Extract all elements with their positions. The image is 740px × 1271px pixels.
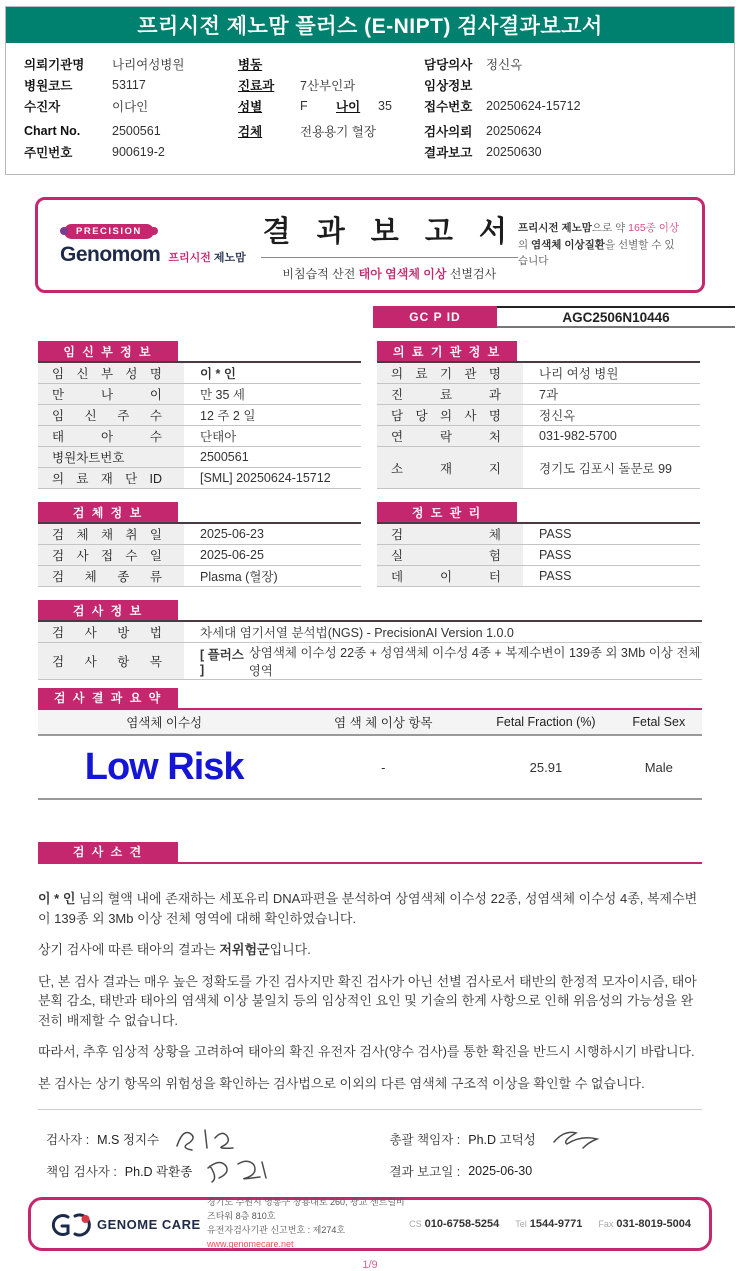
row-label [38,405,184,425]
examiner-name: M.S 정지수 [97,1133,160,1147]
qc-table [377,502,700,587]
section-header-findings: 검 사 소 견 [38,842,178,862]
row-value: PASS [539,527,572,541]
examiner-signature-icon [171,1124,243,1154]
chief-examiner-row [46,1155,389,1187]
row-label-text: 만 나 이 [52,388,162,402]
test-items-rest: 상염색체 이수성 22종 + 성염색체 이수성 4종 + 복제수변이 139종 외 3Mb 이상 전체 영역 [248,646,701,678]
gcpid-label: GC P ID [373,306,497,328]
row-label-text: 검 사 항 목 [52,655,162,669]
findings-paragraph-2 [38,940,702,960]
director-signature-icon [548,1126,612,1152]
row-label [377,384,523,404]
signature-left-col [46,1123,389,1187]
info-row [424,120,724,141]
row-value: 이 * 인 [200,367,236,381]
field-label: 접수번호 [424,99,473,114]
footer-contacts [409,1218,691,1230]
genomecare-logo [49,1209,207,1239]
section-header-test-info: 검 사 정 보 [38,600,178,620]
signature-right-col [389,1123,694,1187]
fax-number: 031-8019-5004 [616,1218,691,1230]
info-row [424,141,724,162]
row-label-text: 태 아 수 [52,430,162,444]
field-value: 20250624-15712 [486,98,581,113]
precision-badge [60,224,261,239]
row-value: 12 주 2 일 [200,409,256,423]
report-date-value: 2025-06-30 [468,1164,533,1178]
table-row [38,447,361,468]
report-page [0,6,740,1271]
report-date-row [389,1155,694,1187]
patient-name-bold: 이 * 인 [38,891,76,906]
result-fetal-fraction-value: 25.91 [529,759,563,775]
patient-info-grid [6,43,734,174]
director-label: 총괄 책임자 : [389,1133,461,1147]
field-value: 2500561 [112,123,161,138]
summary-col-fetal-fraction: Fetal Fraction (%) [496,715,596,729]
row-label [377,524,523,544]
row-label-text: 연 락 처 [391,430,501,444]
row-value: 단태아 [200,430,237,444]
footer-address-block [207,1196,409,1252]
info-row [238,120,424,141]
row-value: 차세대 염기서열 분석법(NGS) - PrecisionAI Version 1.0.0 [200,626,514,640]
brand-logo-block [60,224,261,267]
row-label-text: 진 료 과 [391,388,501,402]
field-label: 임상정보 [424,78,473,93]
field-label: 진료과 [238,78,275,93]
field-value: 7산부인과 [300,78,356,93]
row-value [184,643,702,679]
mother-info-table [38,341,361,489]
table-row [377,566,700,587]
row-label [38,468,184,488]
table-row [377,426,700,447]
row-label-text: 병원차트번호 [52,451,125,465]
precision-label: PRECISION [64,224,154,239]
row-label-text: 검 사 접 수 일 [52,549,162,563]
footer-cs [409,1218,499,1230]
findings-body [38,889,702,1093]
row-label [38,566,184,586]
field-value: 53117 [112,77,146,92]
signature-section [38,1109,702,1187]
row-label [38,447,184,467]
brand-sub-dark: 제노맘 [213,251,246,264]
findings-paragraph-4: 따라서, 추후 임상적 상황을 고려하여 태아의 확진 유전자 검사(양수 검사)를 통한 확진을 반드시 시행하시기 바랍니다. [38,1044,695,1059]
row-label [38,524,184,544]
row-label-text: 소 재 지 [391,461,501,476]
row-label-text: 임 신 주 수 [52,409,162,423]
field-value: 35 [378,98,392,113]
row-label [377,405,523,425]
row-label [377,447,523,488]
page-number: 1/9 [362,1259,378,1271]
findings-section [38,842,702,1093]
summary-tab-row [38,688,702,710]
table-row [377,447,700,489]
row-label [38,643,184,679]
section-header-hospital: 의 료 기 관 정 보 [377,341,517,361]
findings-p2-bold: 저위험군 [219,942,270,957]
info-row [238,53,424,74]
report-heading: 결 과 보 고 서 [261,209,518,258]
field-label: 검체 [238,124,263,139]
patient-info-col1 [24,53,238,162]
row-value: 2025-06-25 [200,548,264,562]
table-row [377,363,700,384]
tel-number: 1544-9771 [529,1218,583,1230]
row-value: Plasma (혈장) [200,570,278,584]
footer [28,1197,712,1251]
table-row [38,468,361,489]
findings-paragraph-3: 단, 본 검사 결과는 매우 높은 정확도를 가진 검사지만 확진 검사가 아닌 선별 검사로서 태반의 한정적 모자이시즘, 태아 분획 감소, 태반과 태아의 염색체 이상 불일치 등의 임상적인 요인 및 기술의 한계 사항으로 인해 위음성의 가능성을 완전히 배제할 수 없습니다. [38,973,697,1028]
report-title-bar [6,7,734,43]
findings-paragraph-5: 본 검사는 상기 항목의 위험성을 확인하는 검사법으로 이외의 다른 염색체 구조적 이상을 확인할 수 없습니다. [38,1075,645,1091]
qc-table-body [377,522,700,587]
row-label [377,363,523,383]
footer-website-link[interactable]: www.genomecare.net [207,1238,294,1249]
info-row [424,74,724,95]
genomecare-logo-icon [49,1209,93,1239]
footer-address-line2: 유전자검사기관 신고번호 : 제274호 [207,1225,346,1235]
info-tables-row [38,341,702,489]
row-label [38,363,184,383]
section-header-qc: 정 도 관 리 [377,502,517,522]
result-fetal-sex-value: Male [644,759,673,775]
specimen-table-body [38,522,361,587]
info-row [24,120,238,141]
chief-examiner-signature-icon [204,1156,276,1186]
test-items-bold: [ 플러스 ] [200,648,244,677]
row-label-text: 의 료 기 관 명 [391,367,501,381]
result-summary-section [38,688,702,800]
field-label: 의뢰기관명 [24,57,85,72]
field-label: 담당의사 [424,57,473,72]
report-subheading [261,265,518,282]
examiner-row [46,1123,389,1155]
table-row [38,384,361,405]
table-row [38,643,702,680]
info-row [424,53,724,74]
table-row [377,384,700,405]
test-info-row [38,600,702,680]
row-value: PASS [539,569,572,583]
row-label-text: 검 사 방 법 [52,626,162,640]
field-label: 성별 [238,99,263,114]
tagline-magenta: 165종 이상 [628,221,680,234]
patient-info-col3 [424,53,724,162]
field-label: 병동 [238,57,263,72]
table-row [377,545,700,566]
director-row [389,1123,694,1155]
subheading-post: 선별검사 [446,266,497,281]
tel-label: Tel [515,1219,527,1229]
cs-number: 010-6758-5254 [424,1218,500,1230]
report-title: 프리시전 제노맘 플러스 (E-NIPT) 검사결과보고서 [137,15,603,38]
section-header-specimen: 검 체 정 보 [38,502,178,522]
patient-info-col2 [238,53,424,162]
table-row [377,405,700,426]
info-row [24,74,238,95]
brand-name: Genomom [60,242,161,266]
field-value: 이다인 [112,99,149,114]
footer-address-line1: 경기도 수원시 영통구 창룡대로 260, 광교 센트럴비즈타워 8층 810호 [207,1197,405,1222]
info-row [424,95,724,116]
row-value: [SML] 20250624-15712 [200,471,331,485]
footer-tel [515,1218,582,1230]
info-row [24,141,238,162]
row-label-text: 임 신 부 성 명 [52,367,162,381]
table-row [38,622,702,643]
field-label: 검사의뢰 [424,124,473,139]
report-heading-block [261,209,518,282]
examiner-label: 검사자 : [46,1133,90,1147]
result-risk-value: Low Risk [84,745,244,788]
subheading-highlight: 태아 염색체 이상 [358,266,447,281]
row-value: 경기도 김포시 돌문로 99 [539,461,672,476]
badge-dot-right-icon [150,227,158,235]
brand-name-row [60,243,261,267]
row-value: 만 35 세 [200,388,245,402]
field-value: 20250630 [486,144,542,159]
table-row [377,524,700,545]
specimen-qc-row [38,502,702,587]
gcpid-row [0,306,735,328]
findings-p2-post: 입니다. [269,942,311,957]
section-header-summary: 검 사 결 과 요 약 [38,688,178,708]
row-label [377,566,523,586]
row-label [38,622,184,642]
field-label: 나이 [336,99,361,114]
mother-table-body [38,361,361,489]
field-value: 정신옥 [486,57,523,72]
row-label-text: 담 당 의 사 명 [391,409,501,423]
row-label [38,545,184,565]
row-label-text: 의 료 재 단 ID [52,472,162,486]
field-value: 20250624 [486,123,542,138]
test-info-table [38,600,702,680]
tagline-bold1: 프리시전 제노맘 [517,221,592,234]
row-label-text: 검 체 채 취 일 [52,528,162,542]
gcpid-value: AGC2506N10446 [497,306,735,328]
field-value: 900619-2 [112,144,165,159]
field-label: Chart No. [24,123,81,138]
brand-name-korean [168,249,245,265]
tagline-bold2: 염색체 이상질환 [531,238,605,251]
field-value: F [300,98,308,113]
cs-label: CS [409,1219,422,1229]
tagline-text1: 으로 약 [591,221,629,234]
director-name: Ph.D 고덕성 [468,1133,536,1147]
summary-result-row [38,736,702,800]
findings-tab-row [38,842,702,864]
info-row [24,53,238,74]
field-label: 수진자 [24,99,61,114]
row-label-text: 검 체 종 류 [52,570,162,584]
row-label [38,426,184,446]
row-value: 나리 여성 병원 [539,367,619,381]
field-label: 결과보고 [424,145,473,160]
chief-examiner-name: Ph.D 곽환종 [124,1165,193,1179]
table-row [38,545,361,566]
info-row-sex-age [238,95,424,116]
hospital-table-body [377,361,700,489]
field-label: 주민번호 [24,145,73,160]
row-label [377,426,523,446]
table-row [38,363,361,384]
badge-dot-left-icon [60,227,68,235]
table-row [38,524,361,545]
table-row [38,426,361,447]
top-header [5,6,735,175]
findings-paragraph-1 [38,889,702,928]
brand-banner [35,197,705,293]
fax-label: Fax [598,1219,614,1229]
field-value: 나리여성병원 [112,57,185,72]
summary-col-aneuploidy: 염색체 이수성 [126,716,203,730]
field-label: 병원코드 [24,78,73,93]
table-row [38,566,361,587]
row-value: 7과 [539,388,559,402]
footer-fax [598,1218,691,1230]
info-row [238,74,424,95]
hospital-info-table [377,341,700,489]
tagline-text2: 의 [517,238,532,251]
row-value: 정신옥 [539,409,576,423]
section-header-mother: 임 신 부 정 보 [38,341,178,361]
table-row [38,405,361,426]
tagline-text3: 을 선별할 수 있습니다 [517,238,675,268]
specimen-info-table [38,502,361,587]
row-value: 031-982-5700 [539,429,617,443]
summary-header-row [38,710,702,736]
field-value: 전용용기 혈장 [300,124,376,139]
genomecare-logo-text: GENOME CARE [97,1216,201,1232]
subheading-pre: 비침습적 산전 [282,266,359,281]
summary-col-abnormality: 염 색 체 이상 항목 [334,716,433,730]
findings-p2-pre: 상기 검사에 따른 태아의 결과는 [38,942,220,957]
brand-sub-magenta: 프리시전 [168,251,211,264]
chief-examiner-label: 책임 검사자 : [46,1165,117,1179]
row-value: PASS [539,548,572,562]
brand-tagline [518,220,680,270]
row-label-text: 데 이 터 [391,570,501,584]
result-abnormality-value: - [381,759,386,775]
row-label-text: 실 험 [391,549,501,563]
row-value: 2500561 [200,450,249,464]
report-date-label: 결과 보고일 : [389,1165,461,1179]
summary-col-fetal-sex: Fetal Sex [632,715,686,729]
row-label-text: 검 체 [391,528,501,542]
row-label [377,545,523,565]
test-info-table-body [38,620,702,680]
info-row [24,95,238,116]
row-value: 2025-06-23 [200,527,264,541]
row-label [38,384,184,404]
findings-p1-text: 님의 혈액 내에 존재하는 세포유리 DNA파편을 분석하여 상염색체 이수성 22종, 성염색체 이수성 4종, 복제수변이 139종 외 3Mb 이상 전체 영역에 대해 확인하였습니다. [38,891,698,926]
